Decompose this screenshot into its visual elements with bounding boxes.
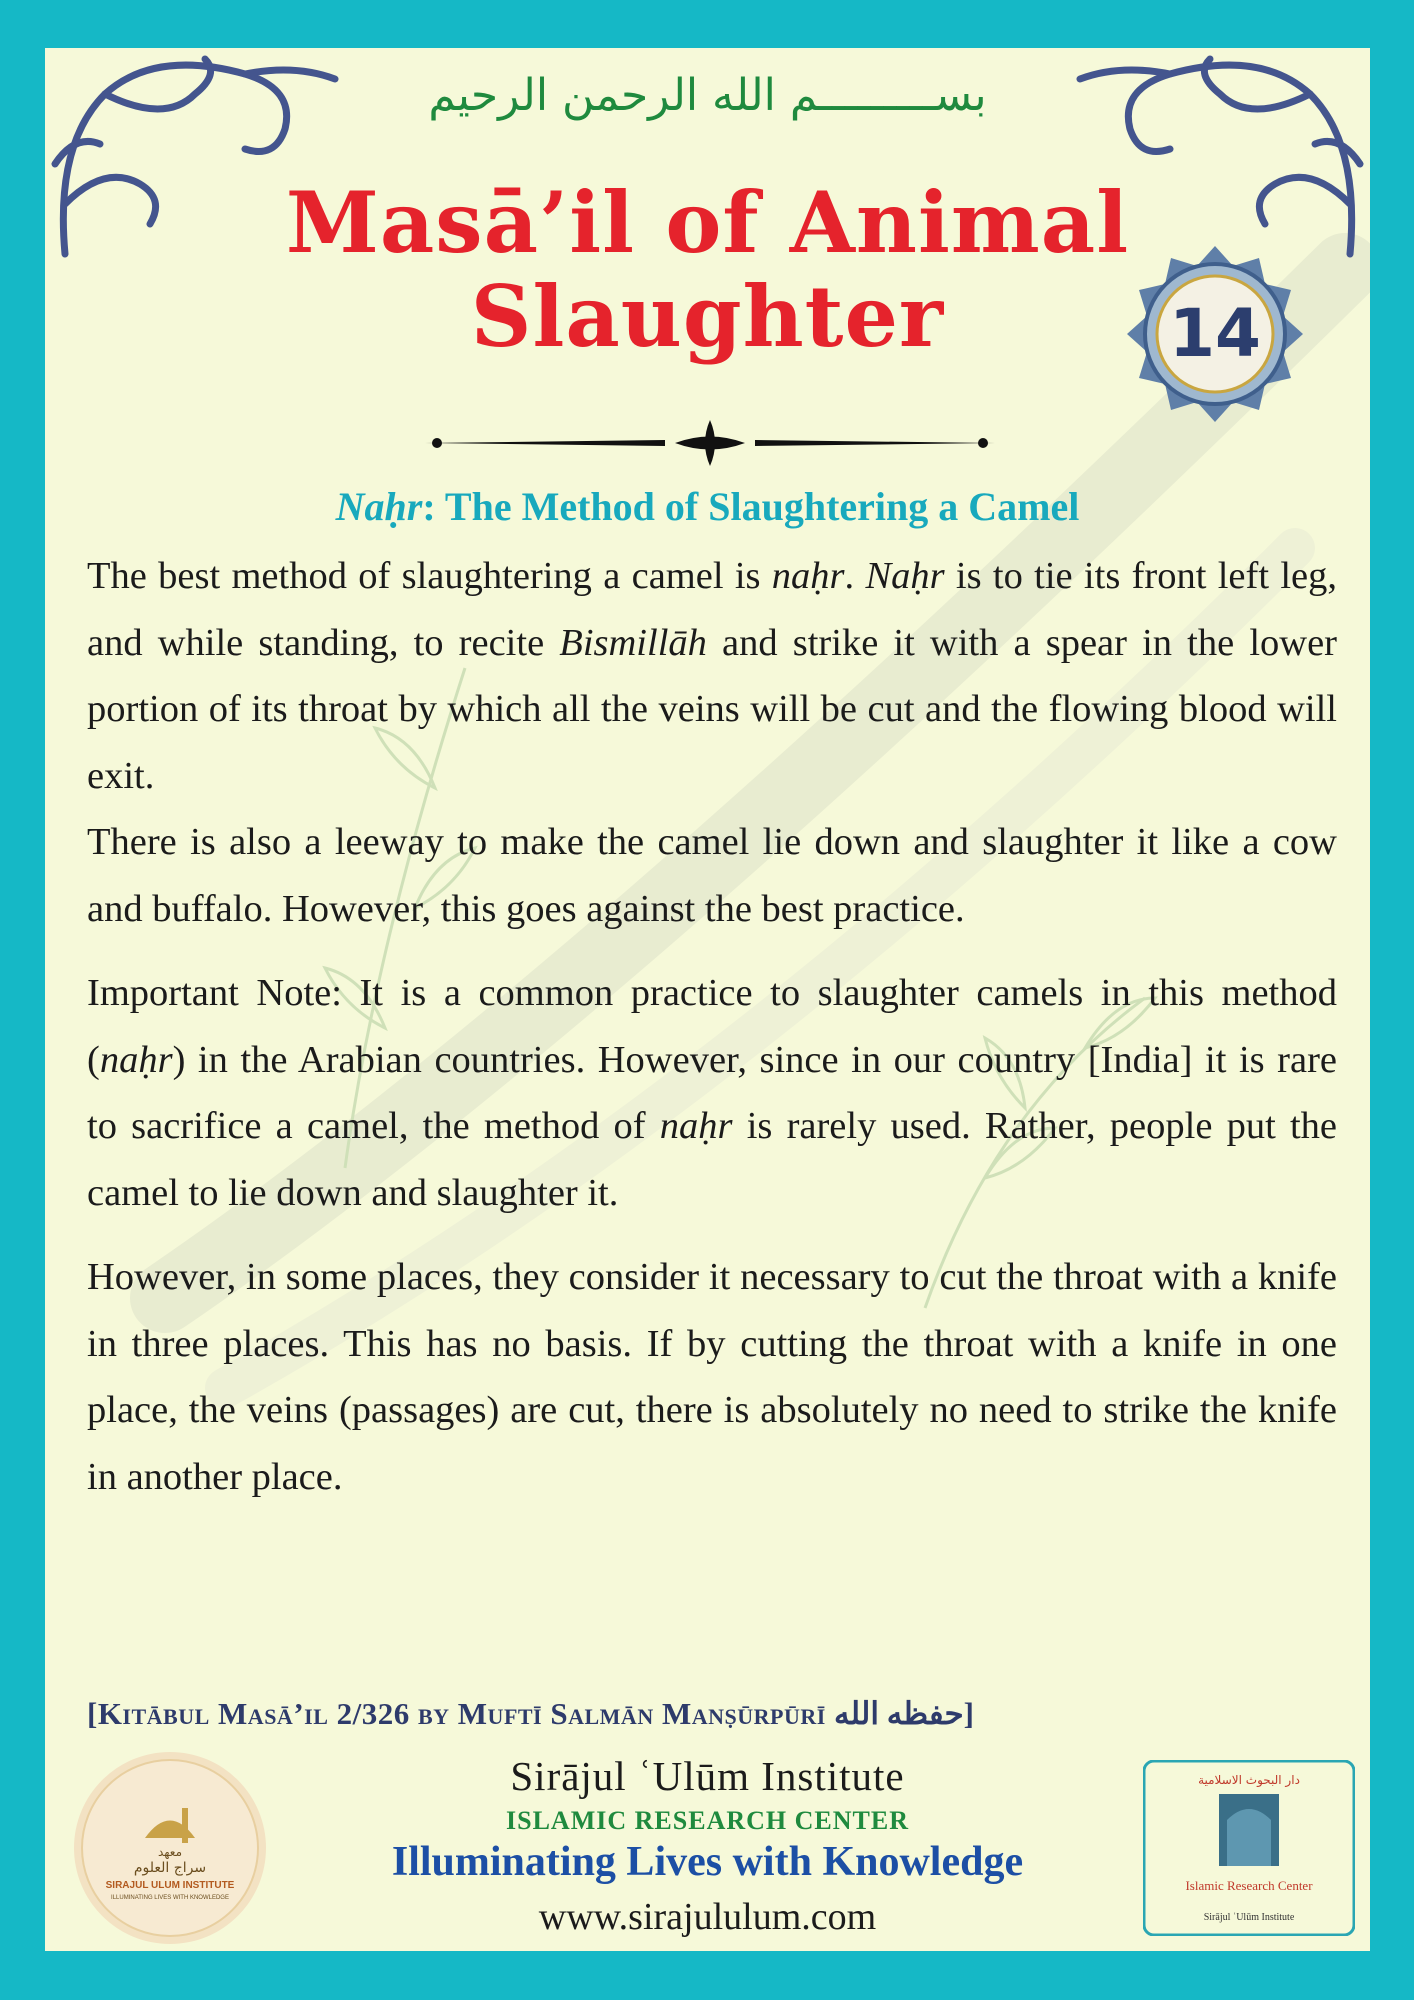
ornamental-divider [425, 420, 995, 466]
article-body [87, 543, 1337, 1510]
logo-subtitle: Sirājul ʿUlūm Institute [1203, 1912, 1295, 1923]
logo-title: Islamic Research Center [1185, 1878, 1313, 1893]
section-heading [45, 483, 1370, 530]
logo-tagline: ILLUMINATING LIVES WITH KNOWLEDGE [111, 1895, 229, 1901]
logo-arabic-name: سراج العلوم [133, 1860, 207, 1876]
logo-name: SIRAJUL ULUM INSTITUTE [105, 1880, 235, 1891]
logo-arabic-top: معهد [157, 1845, 183, 1859]
title-line-2: Slaughter [470, 267, 945, 366]
paragraph-4: However, in some places, they consider it necessary to cut the throat with a knife in three places. This has no basis. If by cutting the throat with a knife in one place, the veins (passages) are cut, there is absolutely no need to strike the knife in another place. [87, 1256, 1337, 1498]
text-run: and strike it with a spear in the lower portion of its throat by which all the veins will be cut and the flowing blood will exit. [87, 621, 1337, 797]
badge-number: 14 [1169, 295, 1261, 372]
paragraph-1 [87, 543, 1337, 809]
text-run: ) in the Arabian countries. However, since in our country [India] it is rare to sacrifice a camel, the method of [87, 1038, 1337, 1147]
source-reference: [Kitābul Masā’il 2/326 by Muftī Salmān Manṣūrpūrī حفظه الله] [87, 1696, 975, 1731]
website-link[interactable]: www.sirajululum.com [538, 1896, 877, 1938]
text-run: Important Note: It is a common practice to slaughter camels in this method ( [87, 972, 1337, 1081]
text-run: . [844, 555, 866, 597]
research-center-label: ISLAMIC RESEARCH CENTER [506, 1806, 909, 1835]
italic-term: naḥr [659, 1105, 733, 1147]
heading-italic-term: Naḥr [335, 484, 423, 529]
title-line-1: Masā’il of Animal [285, 173, 1130, 272]
logo-arabic: دار البحوث الاسلامية [1198, 1773, 1300, 1787]
italic-term: Bismillāh [559, 621, 707, 664]
tagline: Illuminating Lives with Knowledge [391, 1839, 1024, 1885]
basmala-calligraphy: بســـــــــم الله الرحمن الرحيم [428, 70, 987, 121]
text-run: is to tie its front left leg, and while standing, to recite [87, 555, 1337, 664]
poster [45, 48, 1370, 1951]
paragraph-2: There is also a leeway to make the camel lie down and slaughter it like a cow and buffalo. However, this goes against the best practice. [87, 821, 1337, 930]
text-run: is rarely used. Rather, people put the camel to lie down and slaughter it. [87, 1105, 1337, 1214]
number-badge [1125, 244, 1305, 424]
italic-term: naḥr [771, 555, 845, 597]
page-title [245, 173, 1170, 366]
text-run: The best method of slaughtering a camel is [87, 555, 772, 597]
institute-name: Sirājul ʿUlūm Institute [510, 1753, 905, 1799]
italic-term: Naḥr [865, 555, 945, 597]
heading-text: : The Method of Slaughtering a Camel [422, 484, 1080, 529]
paragraph-3 [87, 960, 1337, 1226]
italic-term: naḥr [99, 1038, 173, 1081]
